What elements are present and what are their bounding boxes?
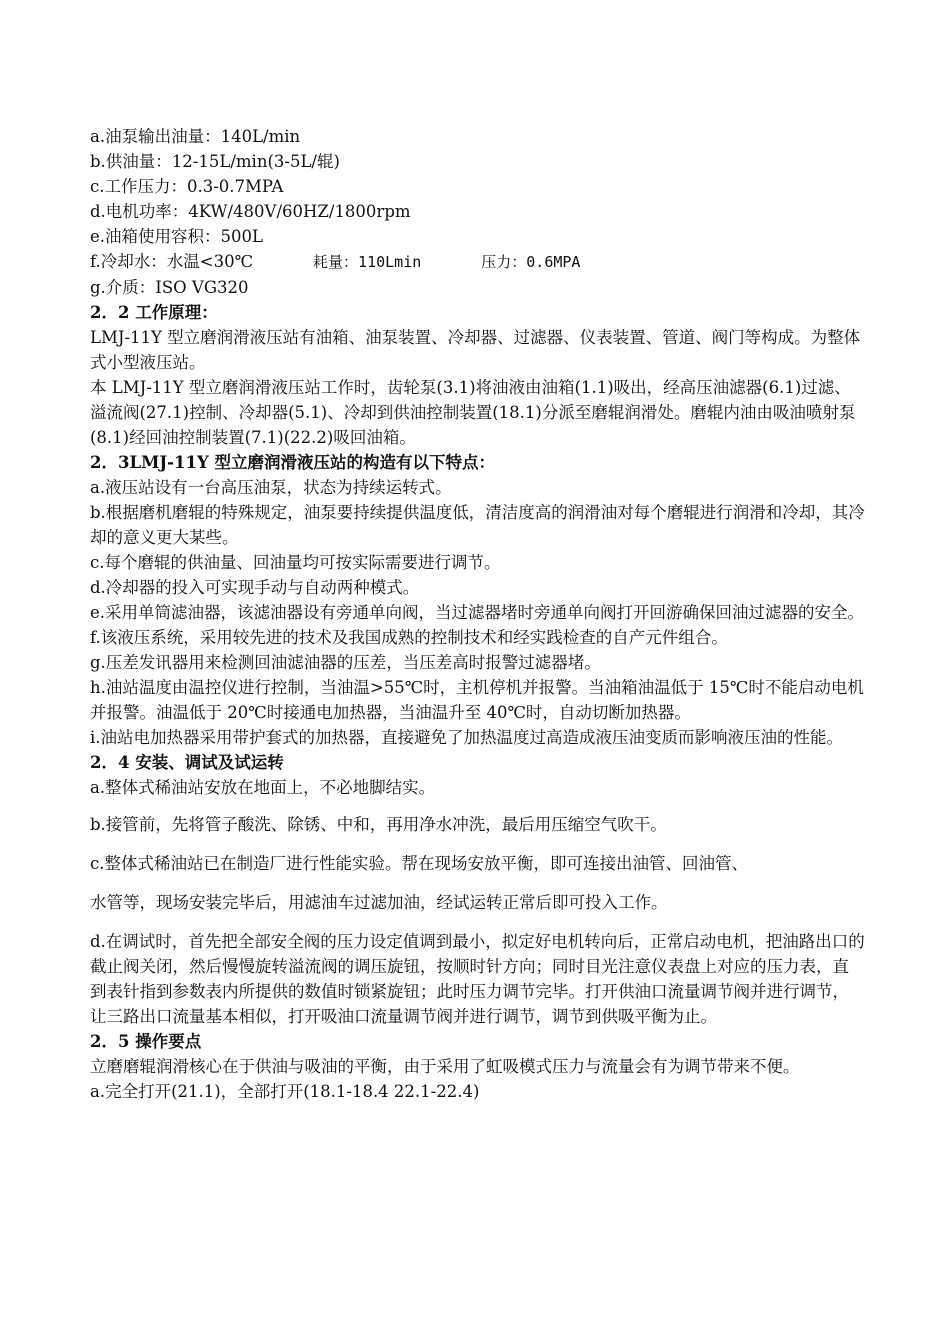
section-2-3-item-c: c.每个磨辊的供油量、回油量均可按实际需要进行调节。 — [90, 553, 501, 572]
spec-f-pressure: 压力：0.6MPA — [481, 253, 581, 271]
section-2-4-item-a: a.整体式稀油站安放在地面上，不必地脚结实。 — [90, 778, 436, 797]
document-page — [90, 124, 865, 1104]
section-2-3-item-g: g.压差发讯器用来检测回油滤油器的压差，当压差高时报警过滤器堵。 — [90, 653, 601, 672]
spec-d: d.电机功率：4KW/480V/60HZ/1800rpm — [90, 202, 411, 221]
section-2-3-heading: 2．3LMJ-11Y 型立磨润滑液压站的构造有以下特点： — [90, 453, 495, 472]
section-2-4-item-d: d.在调试时，首先把全部安全阀的压力设定值调到最小，拟定好电机转向后，正常启动电机，把油路出口的截止阀关闭，然后慢慢旋转溢流阀的调压旋钮，按顺时针方向；同时目光注意仪表盘上对应的压力表，直到表针指到参数表内所提供的数值时锁紧旋钮；此时压力调节完毕。打开供油口流量调节阀并进行调节，让三路出口流量基本相似，打开吸油口流量调节阀并进行调节，调节到供吸平衡为止。 — [90, 932, 865, 1026]
section-2-2-para-1: LMJ-11Y 型立磨润滑液压站有油箱、油泵装置、冷却器、过滤器、仪表装置、管道、阀门等构成。为整体式小型液压站。 — [90, 328, 861, 372]
spec-f — [90, 249, 865, 275]
section-2-3-item-h: h.油站温度由温控仪进行控制，当油温>55℃时，主机停机并报警。当油箱油温低于 15℃时不能启动电机并报警。油温低于 20℃时接通电加热器，当油温升至 40℃时，自动切断加热器。 — [90, 678, 864, 722]
section-2-5-heading: 2．5 操作要点 — [90, 1032, 202, 1051]
section-2-3-item-f: f.该液压系统，采用较先进的技术及我国成熟的控制技术和经实践检查的自产元件组合。 — [90, 628, 728, 647]
spec-c: c.工作压力：0.3-0.7MPA — [90, 177, 284, 196]
section-2-3-item-d: d.冷却器的投入可实现手动与自动两种模式。 — [90, 578, 420, 597]
spec-f-water-temp: f.冷却水：水温<30℃ — [90, 252, 254, 271]
section-2-3-item-e: e.采用单筒滤油器，该滤油器设有旁通单向阀，当过滤器堵时旁通单向阀打开回游确保回油过滤器的安全。 — [90, 603, 865, 622]
spec-e: e.油箱使用容积：500L — [90, 227, 263, 246]
section-2-4-item-c-line-1: c.整体式稀油站已在制造厂进行性能实验。帮在现场安放平衡，即可连接出油管、回油管、 — [90, 854, 748, 873]
section-2-5-item-a: a.完全打开(21.1)，全部打开(18.1-18.4 22.1-22.4) — [90, 1082, 480, 1101]
section-2-3-item-b: b.根据磨机磨辊的特殊规定，油泵要持续提供温度低，清洁度高的润滑油对每个磨辊进行润滑和冷却，其冷却的意义更大某些。 — [90, 503, 865, 547]
section-2-3-item-i: i.油站电加热器采用带护套式的加热器，直接避免了加热温度过高造成液压油变质而影响液压油的性能。 — [90, 728, 844, 747]
section-2-4-item-b: b.接管前，先将管子酸洗、除锈、中和，再用净水冲洗，最后用压缩空气吹干。 — [90, 815, 667, 834]
spec-a: a.油泵输出油量：140L/min — [90, 127, 301, 146]
section-2-4-item-c-line-2: 水管等，现场安装完毕后，用滤油车过滤加油，经试运转正常后即可投入工作。 — [90, 893, 668, 912]
spec-b: b.供油量：12-15L/min(3-5L/辊) — [90, 152, 340, 171]
section-2-4-heading: 2．4 安装、调试及试运转 — [90, 753, 284, 772]
section-2-3-item-a: a.液压站设有一台高压油泵，状态为持续运转式。 — [90, 478, 452, 497]
spec-g: g.介质：ISO VG320 — [90, 278, 249, 297]
section-2-5-para-1: 立磨磨辊润滑核心在于供油与吸油的平衡，由于采用了虹吸模式压力与流量会有为调节带来不便。 — [90, 1057, 800, 1076]
spec-f-consumption: 耗量：110Lmin — [313, 253, 422, 271]
section-2-2-para-2: 本 LMJ-11Y 型立磨润滑液压站工作时，齿轮泵(3.1)将油液由油箱(1.1)吸出，经高压油滤器(6.1)过滤、溢流阀(27.1)控制、冷却器(5.1)、冷却到供油控制装置(18.1)分派至磨辊润滑处。磨辊内油由吸油喷射泵(8.1)经回油控制装置(7.1)(22.2)吸回油箱。 — [90, 378, 856, 447]
section-2-2-heading: 2．2 工作原理： — [90, 303, 218, 322]
